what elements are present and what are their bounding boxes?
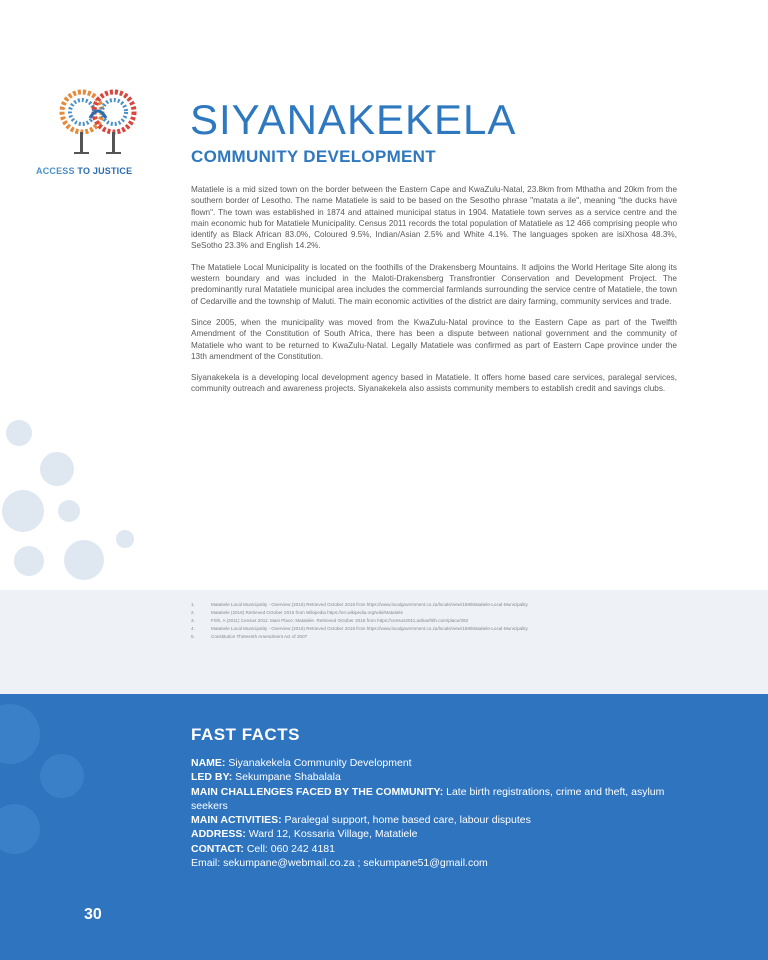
decorative-bubble [0,804,40,854]
fact-item-name [191,756,691,770]
fact-key: LED BY: [191,771,233,784]
page-title: SIYANAKEKELA [190,96,517,143]
fast-facts-title-bold: FACTS [241,725,300,744]
fact-key: MAIN ACTIVITIES: [191,814,282,827]
footnote [191,610,677,616]
footnote [191,602,677,608]
fact-value: Sekumpane Shabalala [235,771,341,784]
logo-text-prefix: ACCESS [36,166,75,176]
fact-item-address [191,827,691,841]
decorative-bubble [40,452,74,486]
logo-text-strong: TO JUSTICE [77,166,133,176]
footnote-number: 2. [191,610,195,615]
footnote [191,634,677,640]
body-paragraph: The Matatiele Local Municipality is located on the foothills of the Drakensberg Mountains. It adjoins the World Heritage Site along its western boundary and was included in the Maloti-Drakensberg Transfrontier Conservation and Development Project. The predominantly rural Matatiele municipal area includes the commercial farmlands surrounding the service centre of Matatiele, the town of Cedarville and the township of Maluti. The main economic activities of the district are dairy farming, community services and trade. [191,262,677,306]
fact-value: Ward 12, Kossaria Village, Matatiele [248,828,418,841]
access-to-justice-logo-icon [52,88,148,168]
article-body [191,184,677,405]
fact-email: Email: sekumpane@webmail.co.za ; sekumpane51@gmail.com [191,857,488,870]
decorative-bubble [58,500,80,522]
page-number: 30 [84,906,102,923]
footnote [191,618,677,624]
fact-value: Paralegal support, home based care, labour disputes [284,814,531,827]
decorative-bubble [6,420,32,446]
fact-item-led-by [191,770,691,784]
fact-key: MAIN CHALLENGES FACED BY THE COMMUNITY: [191,785,444,798]
fact-item-contact [191,842,691,856]
footnote-number: 5. [191,634,195,639]
body-paragraph: Matatiele is a mid sized town on the border between the Eastern Cape and KwaZulu-Natal, 23.8km from Mthatha and 20km from the southern border of Lesotho. The name Matatiele is said to be based on the Sesotho phrase "matata a ile", meaning "the ducks have flown". The town was established in 1874 and attained municipal status in 1904. Matatiele town serves as a service centre and the main economic hub for Matatiele Municipality. Census 2011 records the total population of Matatiele as 12 466 comprising people who identify as Black African 83.0%, Coloured 9.5%, Indian/Asian 2.5% and White 4.1%. The languages spoken are isiXhosa 48.3%, SeSotho 23.3% and English 14.2%. [191,185,677,251]
fact-value: Late birth registrations, crime and theft, asylum seekers [191,785,665,812]
page-subtitle: COMMUNITY DEVELOPMENT [191,147,436,166]
footnote-number: 1. [191,602,195,607]
decorative-bubble [14,546,44,576]
decorative-bubble [2,490,44,532]
fact-value: Siyanakekela Community Development [228,757,412,769]
body-paragraph: Since 2005, when the municipality was moved from the KwaZulu-Natal province to the Eastern Cape as part of the Twelfth Amendment of the Constitution of South Africa, there has been a dispute between national government and the community of Matatiele who want to be returned to KwaZulu-Natal. Legally Matatiele was confirmed as part of Eastern Cape province under the 13th amendment of the Constitution. [191,317,677,361]
fact-key: NAME: [191,757,226,769]
decorative-bubble [40,754,84,798]
fast-facts-title-light: FAST [191,725,237,744]
fact-value: Cell: 060 242 4181 [246,842,335,855]
access-to-justice-logo [52,88,148,178]
footnotes [191,602,677,642]
fact-item-activities [191,813,691,827]
decorative-bubble [64,540,104,580]
footnote-text: Frith, A (2011) Census 2011: Main Place: Matatiele. Retrieved October 2016 from https://census2011.adrianfrith.com/place/292 [211,618,469,623]
fast-facts-title [191,725,300,745]
footnote-text: Matatiele (2016) Retrieved October 2016 from Wikipedia https://en.wikipedia.org/wiki/Matatiele [211,610,404,615]
footnote-number: 4. [191,626,195,631]
footnote [191,626,677,632]
footnote-text: Matatiele Local Municipality - Overview (2016) Retrieved October 2016 from https://www.localgovernment.co.za/locals/view/159/Matatiele-Local-Municipality [211,626,528,631]
footnote-number: 3. [191,618,195,623]
footnote-text: Constitution Thirteenth Amendment Act of 2007 [211,634,308,639]
fast-facts-list [191,756,691,870]
footnote-text: Matatiele Local Municipality - Overview (2016) Retrieved October 2016 from https://www.localgovernment.co.za/locals/view/159/Matatiele-Local-Municipality [211,602,528,607]
fact-item-challenges [191,785,691,814]
logo-text [36,166,156,176]
fact-key: ADDRESS: [191,828,246,841]
body-paragraph: Siyanakekela is a developing local development agency based in Matatiele. It offers home based care services, paralegal services, community outreach and awareness projects. Siyanakekela also assists community members to establish credit and savings clubs. [191,373,677,394]
fact-key: CONTACT: [191,842,244,855]
decorative-bubble [116,530,134,548]
decorative-bubble [0,704,40,764]
